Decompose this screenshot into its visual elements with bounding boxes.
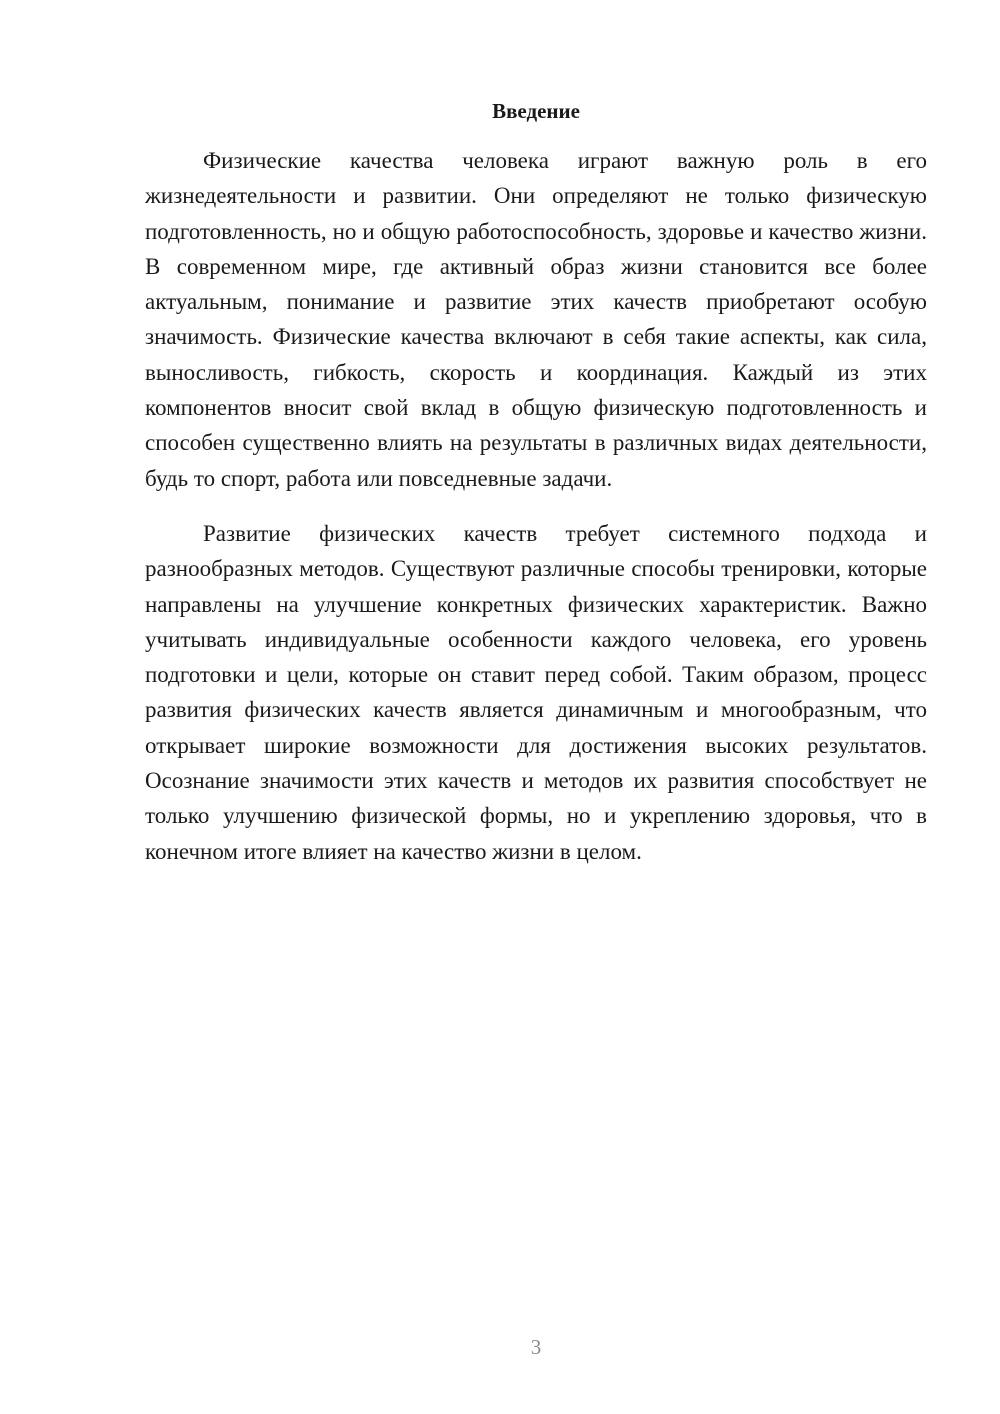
page-number: 3 [530,1335,542,1359]
section-title: Введение [492,99,580,123]
paragraph-1: Физические качества человека играют важную роль в его жизнедеятельности и развитии. Они определяют не только физическую подготовленность, но и общую работоспособность, здоровье и качество жизни. В современном мире, где активный образ жизни становится все более актуальным, понимание и развитие этих качеств приобретают особую значимость. Физические качества включают в себя такие аспекты, как сила, выносливость, гибкость, скорость и координация. Каждый из этих компонентов вносит свой вклад в общую физическую подготовленность и способен существенно влиять на результаты в различных видах деятельности, будь то спорт, работа или повседневные задачи. [145,148,927,491]
paragraph-2: Развитие физических качеств требует системного подхода и разнообразных методов. Существуют различные способы тренировки, которые направлены на улучшение конкретных физических характеристик. Важно учитывать индивидуальные особенности каждого человека, его уровень подготовки и цели, которые он ставит перед собой. Таким образом, процесс развития физических качеств является динамичным и многообразным, что открывает широкие возможности для достижения высоких результатов. Осознание значимости этих качеств и методов их развития способствует не только улучшению физической формы, но и укреплению здоровья, что в конечном итоге влияет на качество жизни в целом. [145,520,927,864]
document-body [145,143,927,869]
